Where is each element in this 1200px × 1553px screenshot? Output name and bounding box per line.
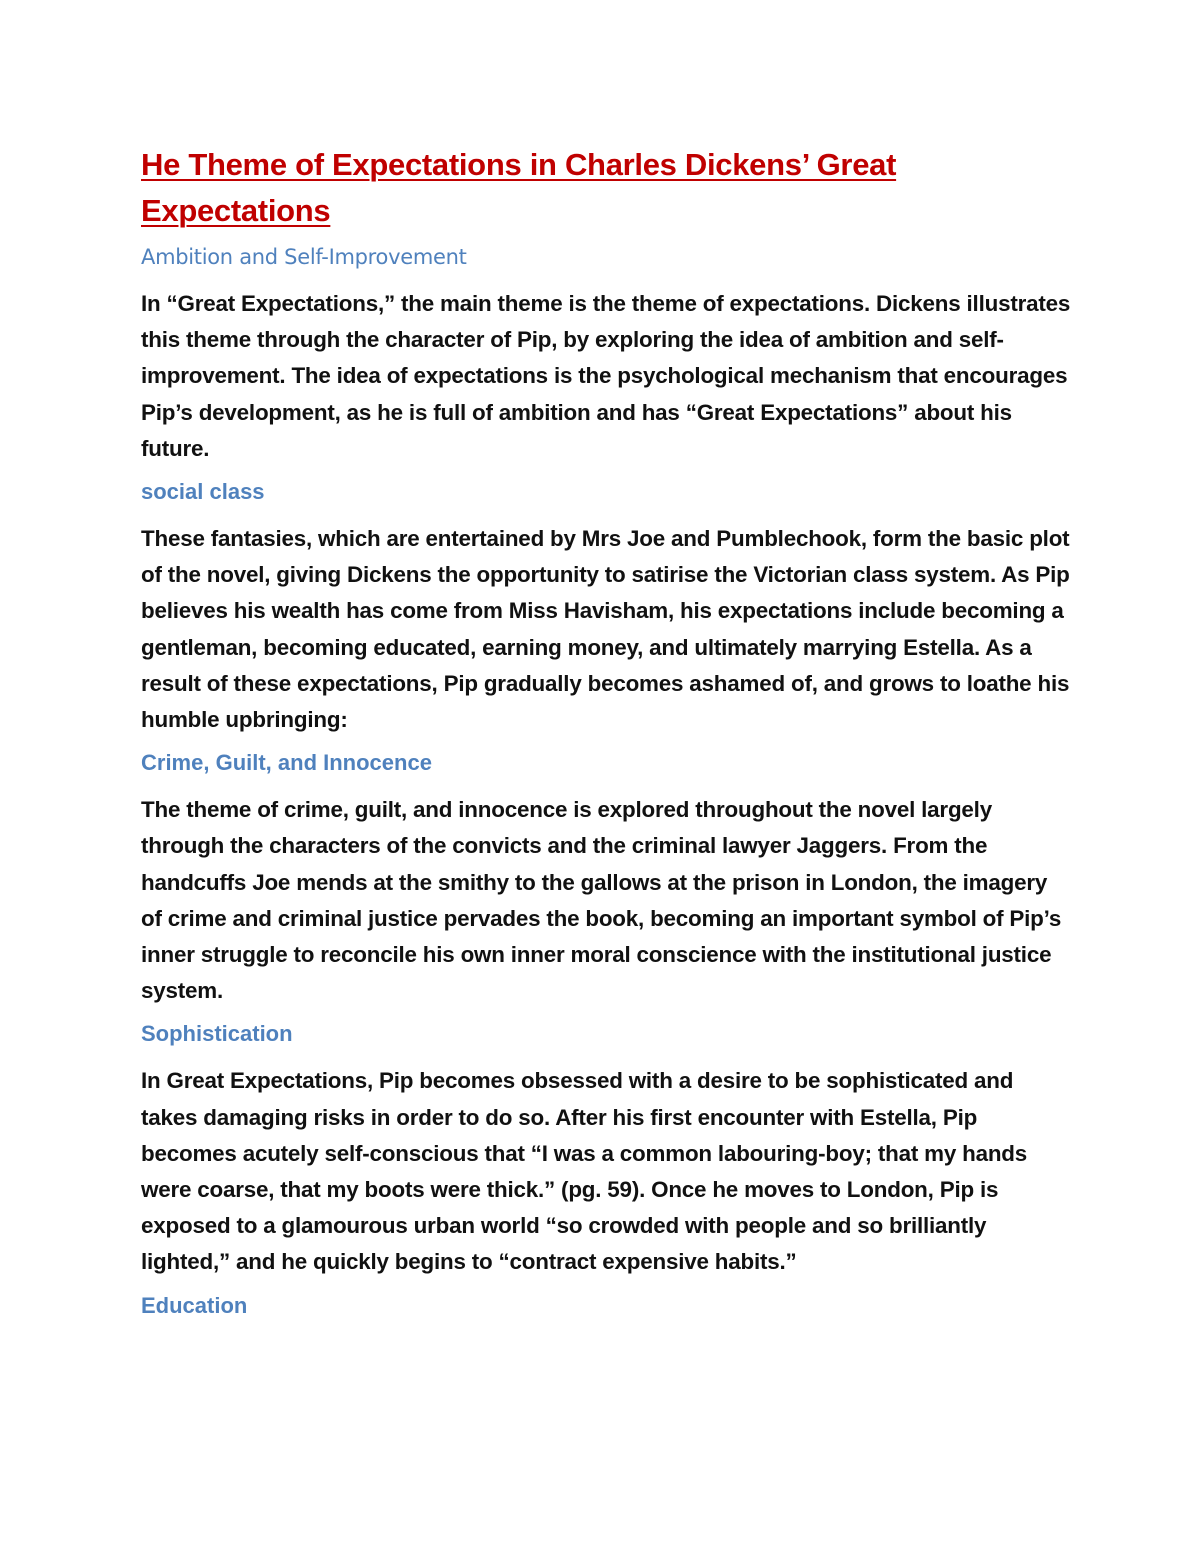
section-body-social-class: These fantasies, which are entertained by Mrs Joe and Pumblechook, form the basic plot of the novel, giving Dickens the opportunity to satirise the Victorian class system. As Pip believes his wealth has come from Miss Havisham, his expectations include becoming a gentleman, becoming educated, earning money, and ultimately marrying Estella. As a result of these expectations, Pip gradually becomes ashamed of, and grows to loathe his humble upbringing: xyxy=(141,526,1070,733)
section-body-crime: The theme of crime, guilt, and innocence is explored throughout the novel largely through the characters of the convicts and the criminal lawyer Jaggers. From the handcuffs Joe mends at the smithy to the gallows at the prison in London, the imagery of crime and criminal justice pervades the book, becoming an important symbol of Pip’s inner struggle to reconcile his own inner moral conscience with the institutional justice system. xyxy=(141,797,1062,1004)
section-heading-crime: Crime, Guilt, and Innocence xyxy=(141,750,432,776)
section-heading-ambition: Ambition and Self-Improvement xyxy=(141,245,467,269)
document-title: He Theme of Expectations in Charles Dickens’ Great Expectations xyxy=(141,147,897,228)
section-body-ambition: In “Great Expectations,” the main theme is the theme of expectations. Dickens illustrates this theme through the character of Pip, by exploring the idea of ambition and self-improvement. The idea of expectations is the psychological mechanism that encourages Pip’s development, as he is full of ambition and has “Great Expectations” about his future. xyxy=(141,291,1071,461)
section-heading-education: Education xyxy=(141,1292,248,1318)
section-heading-sophistication: Sophistication xyxy=(141,1021,293,1047)
document-page xyxy=(141,142,1071,1335)
section-body-sophistication: In Great Expectations, Pip becomes obsessed with a desire to be sophisticated and takes damaging risks in order to do so. After his first encounter with Estella, Pip becomes acutely self-conscious that “I was a common labouring-boy; that my hands were coarse, that my boots were thick.” (pg. 59). Once he moves to London, Pip is exposed to a glamourous urban world “so crowded with people and so brilliantly lighted,” and he quickly begins to “contract expensive habits.” xyxy=(141,1068,1028,1275)
section-heading-social-class: social class xyxy=(141,479,265,505)
